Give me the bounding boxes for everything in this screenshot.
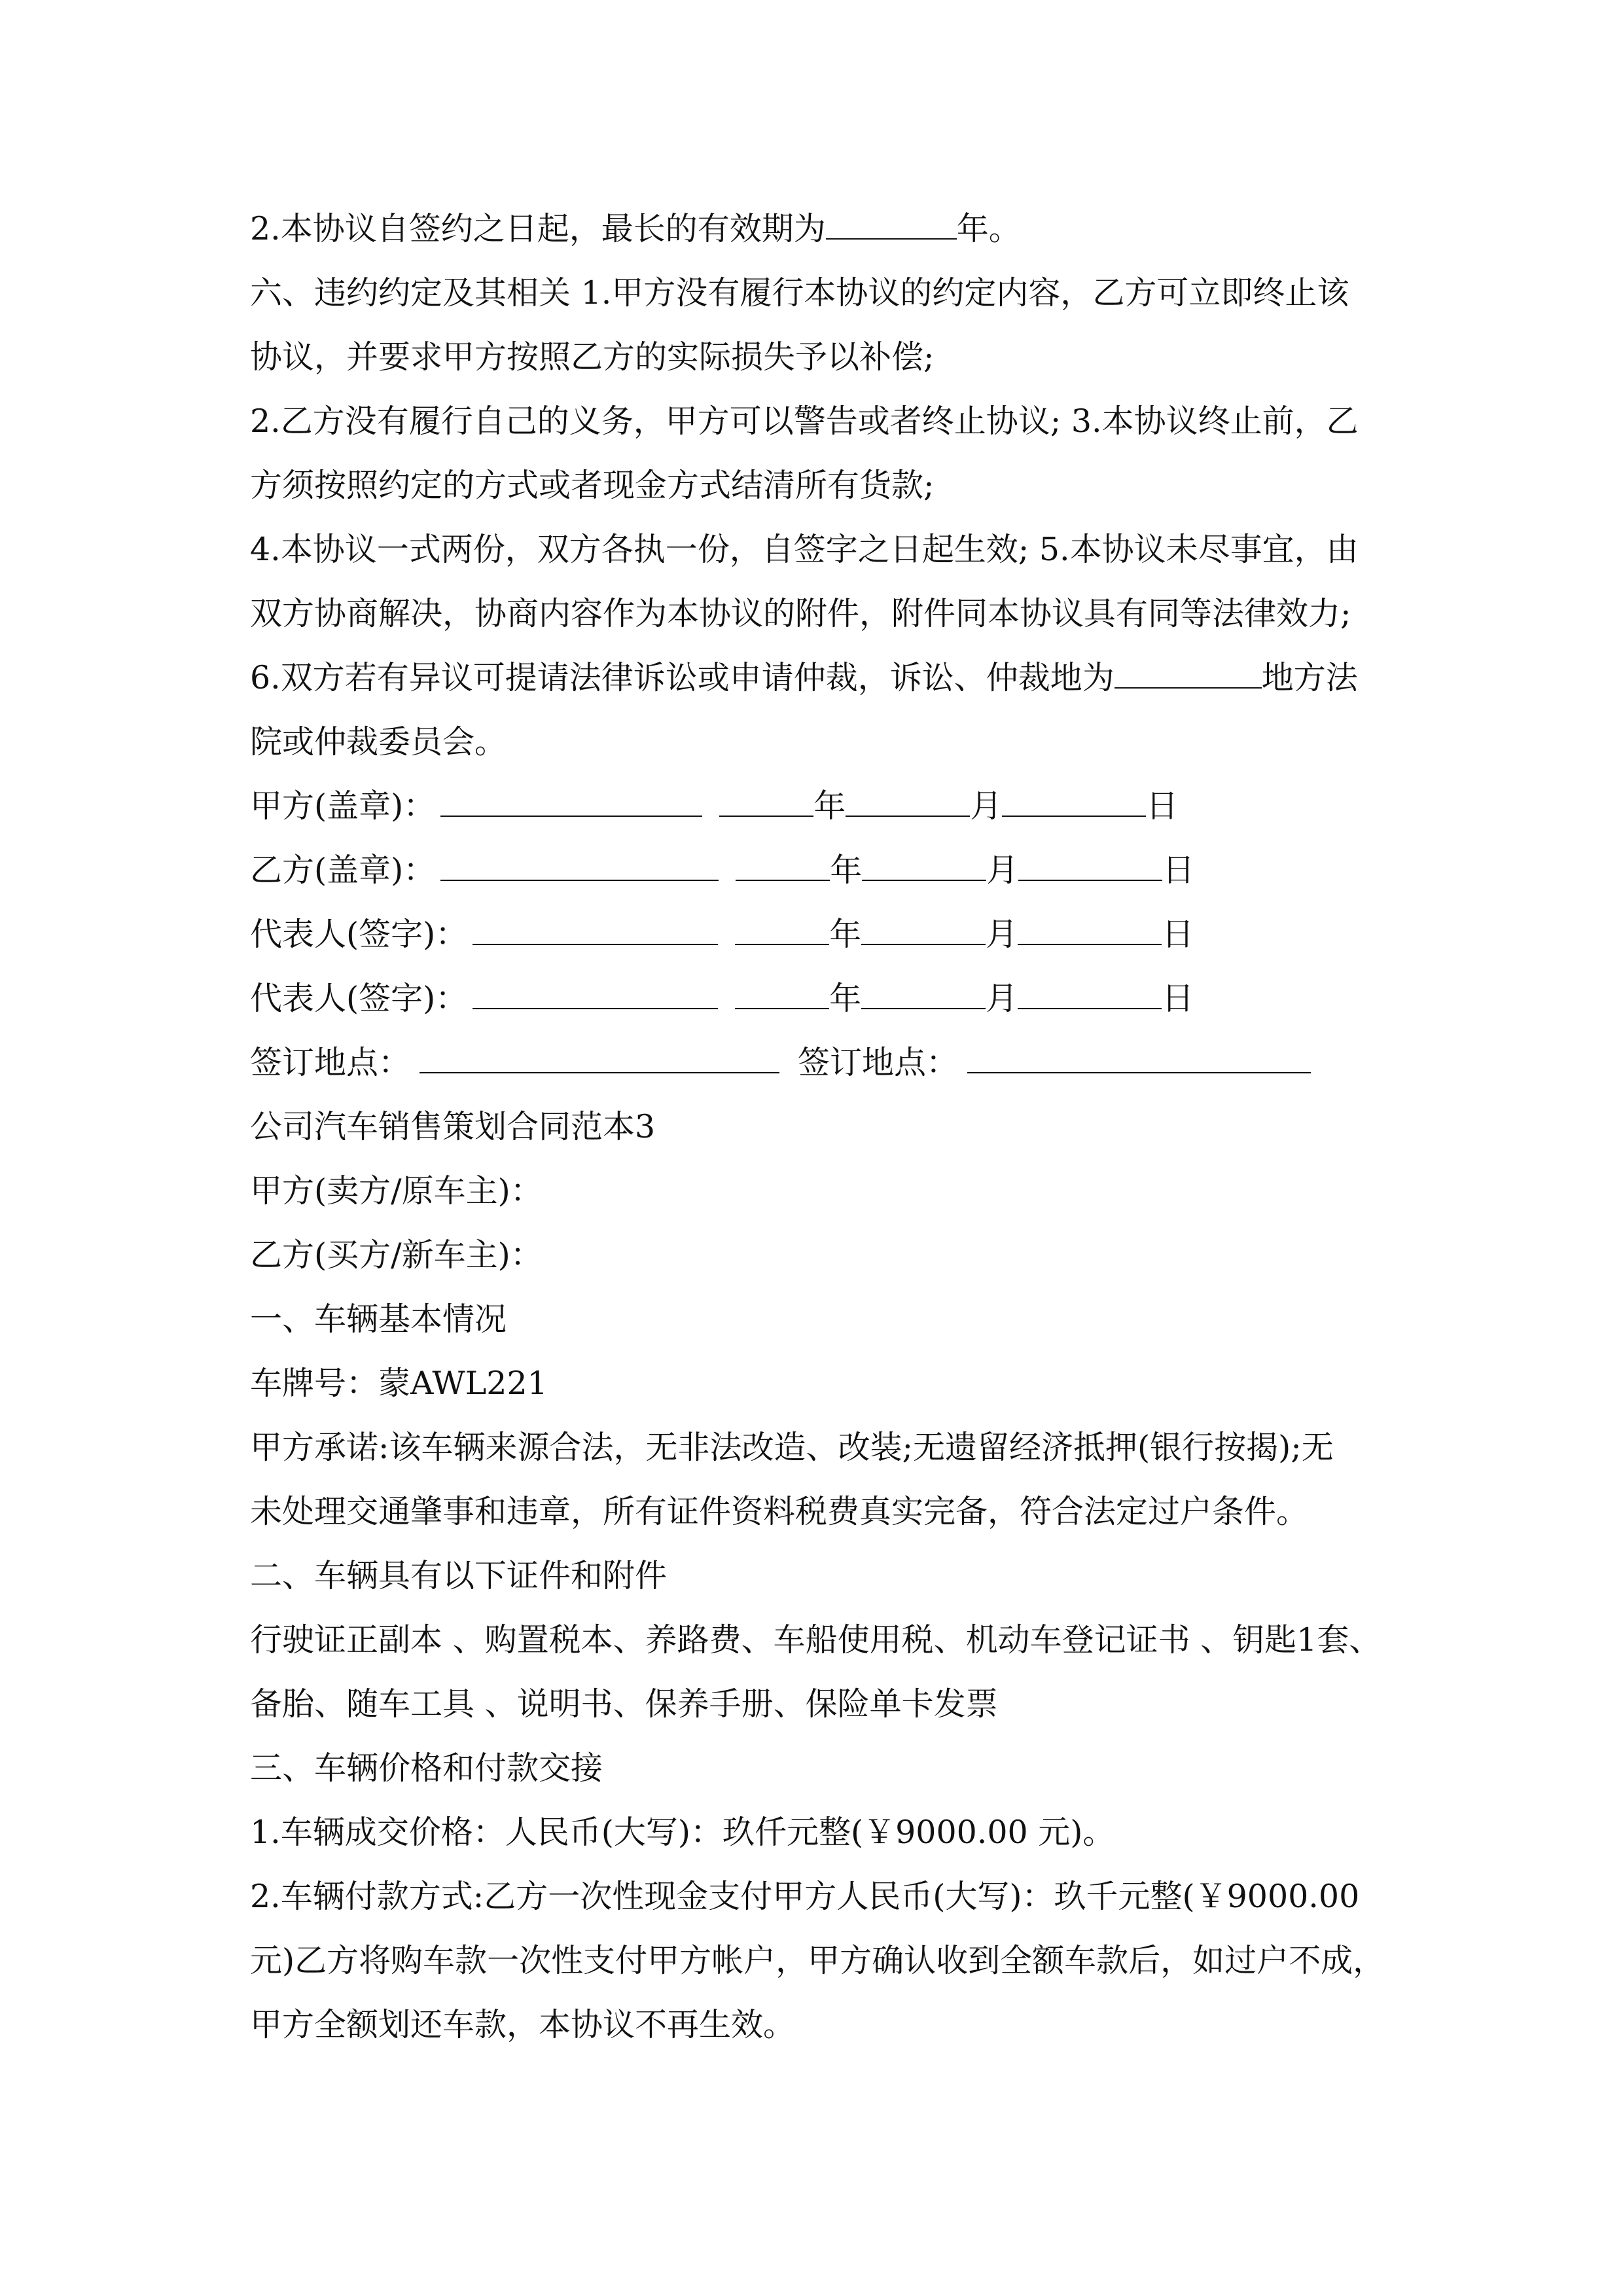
text-line xyxy=(250,197,1402,261)
text-line: 六、违约约定及其相关 1.甲方没有履行本协议的约定内容，乙方可立即终止该 xyxy=(250,274,1349,312)
document-page xyxy=(250,197,1402,2057)
text: 年 xyxy=(829,916,862,953)
text: 年。 xyxy=(956,210,1021,247)
text-line: 甲方承诺:该车辆来源合法，无非法改造、改装;无遗留经济抵押(银行按揭);无 xyxy=(250,1429,1334,1466)
text-line: 协议，并要求甲方按照乙方的实际损失予以补偿; xyxy=(250,338,935,376)
signature-row-party-b xyxy=(250,838,1402,903)
text-line: 行驶证正副本 、购置税本、养路费、车船使用税、机动车登记证书 、钥匙1套、 xyxy=(250,1621,1382,1659)
seller-line: 甲方(卖方/原车主)： xyxy=(250,1172,543,1210)
month-field[interactable] xyxy=(846,796,970,817)
signature-row-party-a xyxy=(250,774,1402,838)
year-field[interactable] xyxy=(735,988,829,1009)
text: 日 xyxy=(1146,787,1179,825)
day-field[interactable] xyxy=(1002,796,1146,817)
signature-label: 乙方(盖章)： xyxy=(250,852,436,889)
text-line: 备胎、随车工具 、说明书、保养手册、保险单卡发票 xyxy=(250,1685,998,1723)
signature-row-rep-b xyxy=(250,967,1402,1031)
text: 月 xyxy=(986,852,1019,889)
text: 日 xyxy=(1162,916,1194,953)
text-line: 4.本协议一式两份，双方各执一份，自签字之日起生效; 5.本协议未尽事宜，由 xyxy=(250,531,1359,568)
text: 月 xyxy=(986,980,1018,1017)
text-line: 2.车辆付款方式:乙方一次性现金支付甲方人民币(大写)：玖千元整(￥9000.00 xyxy=(250,1878,1360,1915)
year-field[interactable] xyxy=(719,796,813,817)
blank-field[interactable] xyxy=(1115,668,1262,689)
section-heading: 一、车辆基本情况 xyxy=(250,1300,507,1338)
text-line: 2.乙方没有履行自己的义务，甲方可以警告或者终止协议; 3.本协议终止前，乙 xyxy=(250,403,1359,440)
text-line: 1.车辆成交价格：人民币(大写)：玖仟元整(￥9000.00 元)。 xyxy=(250,1814,1115,1851)
plate-line: 车牌号：蒙AWL221 xyxy=(250,1365,548,1402)
text-line: 院或仲裁委员会。 xyxy=(250,723,507,761)
signature-label: 代表人(签字)： xyxy=(250,980,468,1017)
month-field[interactable] xyxy=(862,860,986,881)
month-field[interactable] xyxy=(861,988,986,1009)
text: 6.双方若有异议可提请法律诉讼或申请仲裁，诉讼、仲裁地为 xyxy=(250,659,1115,696)
place-label: 签订地点： xyxy=(250,1044,411,1081)
contract-title: 公司汽车销售策划合同范本3 xyxy=(250,1108,656,1145)
day-field[interactable] xyxy=(1018,988,1162,1009)
day-field[interactable] xyxy=(1018,860,1162,881)
day-field[interactable] xyxy=(1018,924,1162,945)
text: 年 xyxy=(830,852,863,889)
year-field[interactable] xyxy=(736,860,830,881)
place-label: 签订地点： xyxy=(798,1044,959,1081)
text-line: 甲方全额划还车款，本协议不再生效。 xyxy=(250,2006,796,2043)
month-field[interactable] xyxy=(861,924,986,945)
text: 地方法 xyxy=(1261,659,1358,696)
text: 日 xyxy=(1162,980,1194,1017)
signature-row-rep-a xyxy=(250,903,1402,967)
text-line: 未处理交通肇事和违章，所有证件资料税费真实完备，符合法定过户条件。 xyxy=(250,1493,1309,1530)
text: 2.本协议自签约之日起，最长的有效期为 xyxy=(250,210,826,247)
text: 年 xyxy=(829,980,862,1017)
text: 日 xyxy=(1162,852,1195,889)
text: 月 xyxy=(986,916,1018,953)
text-line xyxy=(250,646,1402,710)
signing-place-row xyxy=(250,1031,1402,1095)
signature-field[interactable] xyxy=(440,796,702,817)
signature-label: 甲方(盖章)： xyxy=(250,787,436,825)
text-line: 元)乙方将购车款一次性支付甲方帐户，甲方确认收到全额车款后，如过户不成， xyxy=(250,1942,1385,1979)
place-field[interactable] xyxy=(967,1052,1311,1073)
text-line: 双方协商解决，协商内容作为本协议的附件，附件同本协议具有同等法律效力; xyxy=(250,595,1351,632)
section-heading: 二、车辆具有以下证件和附件 xyxy=(250,1557,668,1594)
section-heading: 三、车辆价格和付款交接 xyxy=(250,1749,603,1787)
text: 年 xyxy=(813,787,846,825)
signature-label: 代表人(签字)： xyxy=(250,916,468,953)
signature-field[interactable] xyxy=(440,860,719,881)
text-line: 方须按照约定的方式或者现金方式结清所有货款; xyxy=(250,467,935,504)
text: 月 xyxy=(970,787,1003,825)
buyer-line: 乙方(买方/新车主)： xyxy=(250,1236,543,1274)
blank-field[interactable] xyxy=(826,219,957,240)
signature-field[interactable] xyxy=(473,988,718,1009)
place-field[interactable] xyxy=(419,1052,779,1073)
signature-field[interactable] xyxy=(473,924,718,945)
year-field[interactable] xyxy=(735,924,829,945)
